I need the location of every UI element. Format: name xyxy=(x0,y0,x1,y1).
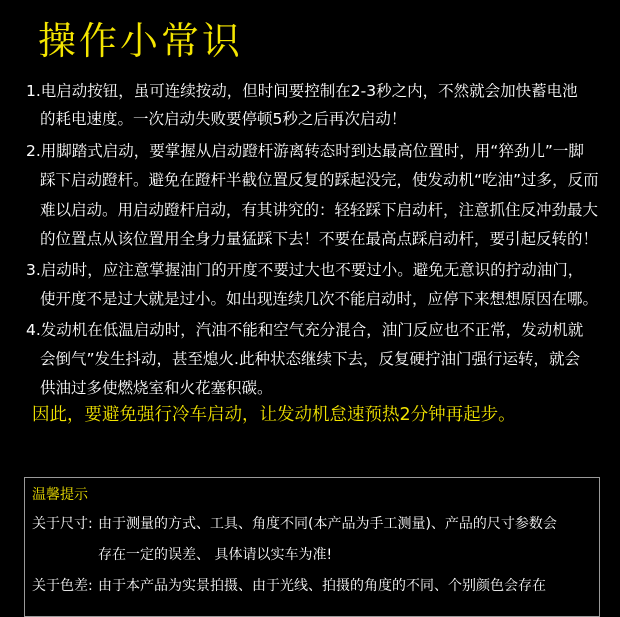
page-title: 操作小常识 xyxy=(38,19,244,63)
tip-2-line-3: 难以启动。用启动蹬杆启动，有其讲究的：轻轻踩下启动杆，注意抓住反冲劲最大 xyxy=(40,201,599,219)
tip-4-line-3: 供油过多使燃烧室和火花塞积碳。 xyxy=(40,379,273,397)
tip-1-line-1: 1.电启动按钮，虽可连续按动，但时间要控制在2-3秒之内，不然就会加快蓄电池 xyxy=(26,82,578,100)
tip-4-line-1: 4.发动机在低温启动时，汽油不能和空气充分混合，油门反应也不正常，发动机就 xyxy=(26,321,584,339)
tip-2-line-1: 2.用脚踏式启动，要掌握从启动蹬杆游离转态时到达最高位置时，用“猝劲儿”一脚 xyxy=(26,142,584,160)
tip-2-line-4: 的位置点从该位置用全身力量猛踩下去！不要在最高点踩启动杆，要引起反转的！ xyxy=(40,230,599,248)
notice-size-label: 关于尺寸: xyxy=(32,516,93,532)
tip-2-line-2: 踩下启动蹬杆。避免在蹬杆半截位置反复的踩起没完，使发动机“吃油”过多，反而 xyxy=(40,171,599,189)
notice-size-line-1: 由于测量的方式、工具、角度不同(本产品为手工测量)、产品的尺寸参数会 xyxy=(98,516,557,532)
tip-1-line-2: 的耗电速度。一次启动失败要停顿5秒之后再次启动！ xyxy=(40,110,407,128)
notice-title: 温馨提示 xyxy=(32,487,88,503)
notice-size-line-2: 存在一定的误差、 具体请以实车为准! xyxy=(98,547,333,563)
notice-color-line-1: 由于本产品为实景拍摄、由于光线、拍摄的角度的不同、个别颜色会存在 xyxy=(98,578,546,594)
tip-4-line-2: 会倒气”发生抖动，甚至熄火.此种状态继续下去，反复硬拧油门强行运转，就会 xyxy=(40,350,580,368)
notice-color-label: 关于色差: xyxy=(32,578,93,594)
tip-3-line-1: 3.启动时，应注意掌握油门的开度不要过大也不要过小。避免无意识的拧动油门， xyxy=(26,261,584,279)
conclusion-text: 因此，要避免强行冷车启动，让发动机怠速预热2分钟再起步。 xyxy=(32,405,516,425)
tip-3-line-2: 使开度不是过大就是过小。如出现连续几次不能启动时，应停下来想想原因在哪。 xyxy=(40,290,599,308)
